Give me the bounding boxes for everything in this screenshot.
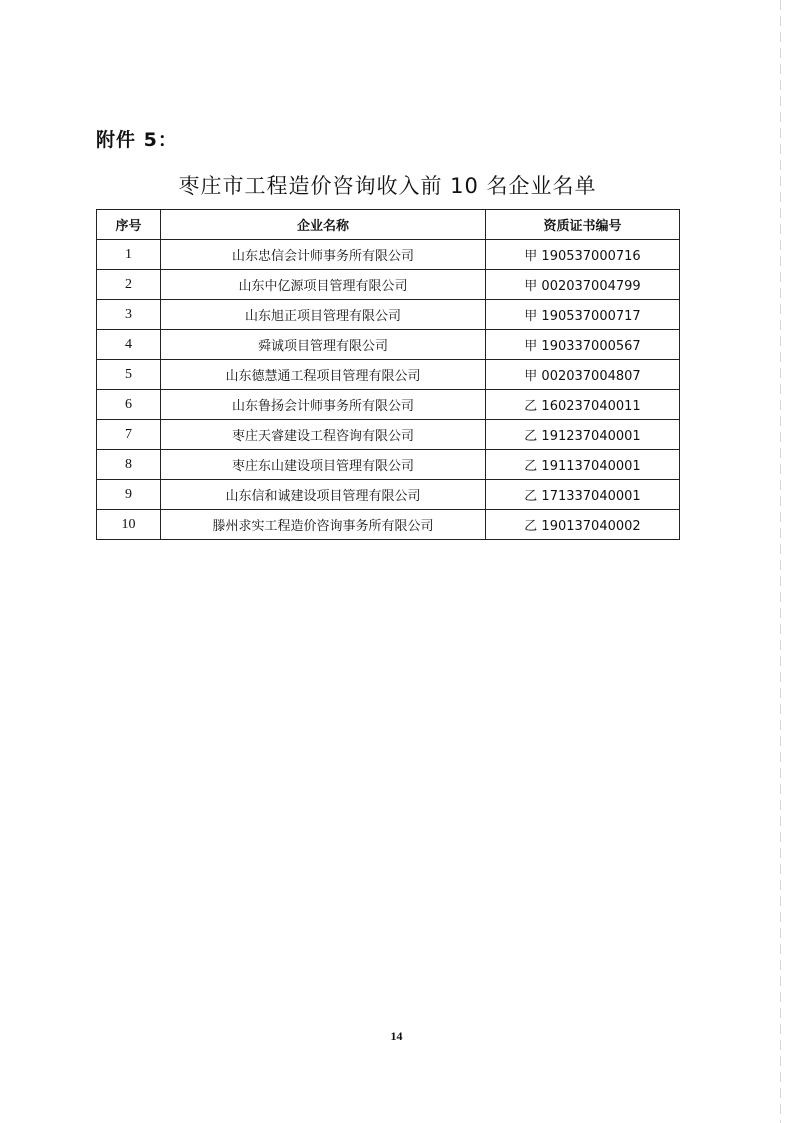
row-cert-number: 乙 160237040011 (486, 390, 680, 420)
row-enterprise-name: 山东德慧通工程项目管理有限公司 (161, 360, 486, 390)
row-seq: 3 (97, 300, 161, 330)
row-seq: 7 (97, 420, 161, 450)
row-seq: 9 (97, 480, 161, 510)
row-cert-number: 甲 002037004799 (486, 270, 680, 300)
row-seq: 4 (97, 330, 161, 360)
row-cert-number: 乙 190137040002 (486, 510, 680, 540)
row-cert-number: 乙 191137040001 (486, 450, 680, 480)
table-row (97, 240, 680, 270)
table-row (97, 330, 680, 360)
row-enterprise-name: 山东信和诚建设项目管理有限公司 (161, 480, 486, 510)
row-seq: 6 (97, 390, 161, 420)
attachment-label: 附件 5： (96, 129, 178, 151)
table-row (97, 420, 680, 450)
row-seq: 5 (97, 360, 161, 390)
row-enterprise-name: 山东旭正项目管理有限公司 (161, 300, 486, 330)
header-enterprise-name: 企业名称 (161, 210, 486, 240)
enterprise-ranking-table (96, 209, 680, 540)
row-cert-number: 甲 002037004807 (486, 360, 680, 390)
row-enterprise-name: 枣庄天睿建设工程咨询有限公司 (161, 420, 486, 450)
row-enterprise-name: 山东鲁扬会计师事务所有限公司 (161, 390, 486, 420)
table-row (97, 300, 680, 330)
table-row (97, 450, 680, 480)
row-seq: 8 (97, 450, 161, 480)
row-cert-number: 甲 190337000567 (486, 330, 680, 360)
document-title: 枣庄市工程造价咨询收入前 10 名企业名单 (178, 174, 597, 198)
table-header-row (97, 210, 680, 240)
table-row (97, 510, 680, 540)
row-cert-number: 乙 171337040001 (486, 480, 680, 510)
scan-edge-artifact (780, 0, 781, 1123)
row-cert-number: 乙 191237040001 (486, 420, 680, 450)
table-row (97, 360, 680, 390)
row-seq: 2 (97, 270, 161, 300)
row-enterprise-name: 枣庄东山建设项目管理有限公司 (161, 450, 486, 480)
row-seq: 10 (97, 510, 161, 540)
table-row (97, 480, 680, 510)
row-enterprise-name: 舜诚项目管理有限公司 (161, 330, 486, 360)
row-enterprise-name: 山东忠信会计师事务所有限公司 (161, 240, 486, 270)
row-enterprise-name: 滕州求实工程造价咨询事务所有限公司 (161, 510, 486, 540)
row-enterprise-name: 山东中亿源项目管理有限公司 (161, 270, 486, 300)
row-cert-number: 甲 190537000717 (486, 300, 680, 330)
row-cert-number: 甲 190537000716 (486, 240, 680, 270)
page-number: 14 (390, 1029, 403, 1043)
header-seq: 序号 (97, 210, 161, 240)
header-cert-number: 资质证书编号 (486, 210, 680, 240)
table-row (97, 390, 680, 420)
row-seq: 1 (97, 240, 161, 270)
table-row (97, 270, 680, 300)
